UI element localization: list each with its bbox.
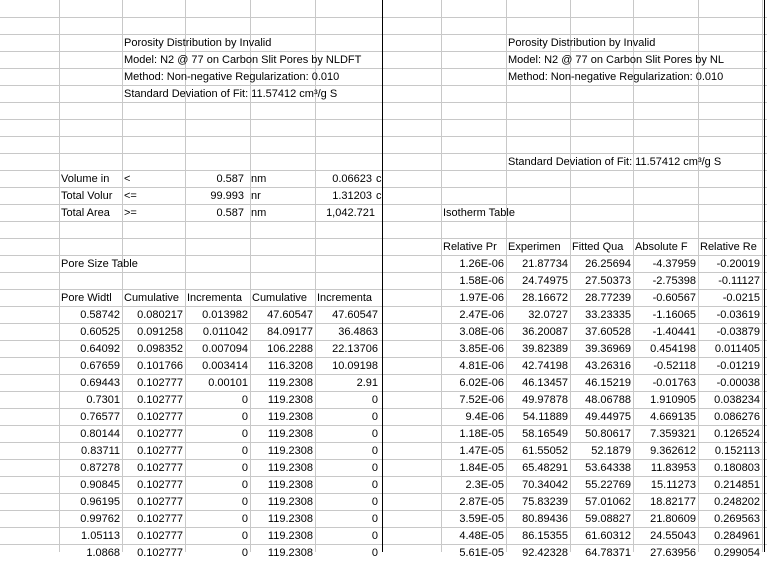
isotherm-table-cell[interactable]: 0.454198: [650, 343, 696, 355]
summary-unit[interactable]: nm: [251, 173, 267, 185]
isotherm-table-cell[interactable]: 33.23335: [585, 309, 631, 321]
pore-table-cell[interactable]: 0.102777: [137, 547, 183, 559]
summary-label[interactable]: Total Volur: [61, 190, 113, 202]
summary-operator[interactable]: <: [124, 173, 131, 185]
isotherm-table-header-cell[interactable]: Relative Pr: [443, 241, 497, 253]
isotherm-table-cell[interactable]: 5.61E-05: [459, 547, 504, 559]
isotherm-table-cell[interactable]: 50.80617: [585, 428, 631, 440]
pore-table-cell[interactable]: 0: [241, 496, 248, 508]
pore-table-cell[interactable]: 0: [371, 462, 378, 474]
isotherm-table-cell[interactable]: 1.47E-05: [459, 445, 504, 457]
pore-table-cell[interactable]: 106.2288: [267, 343, 313, 355]
isotherm-table-cell[interactable]: 61.60312: [585, 530, 631, 542]
pore-table-cell[interactable]: 0.60525: [80, 326, 120, 338]
pore-table-cell[interactable]: 0.102777: [137, 428, 183, 440]
isotherm-table-cell[interactable]: 24.55043: [650, 530, 696, 542]
pore-table-cell[interactable]: 0.102777: [137, 530, 183, 542]
isotherm-table-header-cell[interactable]: Relative Re: [700, 241, 757, 253]
pore-table-cell[interactable]: 0.102777: [137, 513, 183, 525]
pore-table-cell[interactable]: 84.09177: [267, 326, 313, 338]
pore-table-cell[interactable]: 0: [241, 530, 248, 542]
isotherm-table-cell[interactable]: 59.08827: [585, 513, 631, 525]
isotherm-table-cell[interactable]: -0.03879: [716, 326, 760, 338]
summary-operator[interactable]: >=: [124, 207, 137, 219]
pore-table-cell[interactable]: 119.2308: [267, 496, 313, 508]
isotherm-table-cell[interactable]: 65.48291: [522, 462, 568, 474]
summary-unit[interactable]: nr: [251, 190, 261, 202]
pore-table-cell[interactable]: 0.102777: [137, 445, 183, 457]
pore-table-cell[interactable]: 0.011042: [202, 326, 248, 338]
isotherm-table-cell[interactable]: 0.180803: [714, 462, 760, 474]
isotherm-table-cell[interactable]: 48.06788: [585, 394, 631, 406]
pore-table-cell[interactable]: 0: [241, 547, 248, 559]
isotherm-table-cell[interactable]: 86.15355: [522, 530, 568, 542]
pore-table-cell[interactable]: 0.091258: [137, 326, 183, 338]
left-title[interactable]: Porosity Distribution by Invalid: [124, 37, 272, 49]
isotherm-table-cell[interactable]: 75.83239: [522, 496, 568, 508]
isotherm-table-cell[interactable]: 15.11273: [650, 479, 696, 491]
pore-table-cell[interactable]: 0: [241, 479, 248, 491]
pore-table-cell[interactable]: 0.87278: [80, 462, 120, 474]
pore-table-cell[interactable]: 0: [371, 394, 378, 406]
pore-table-cell[interactable]: 0: [371, 496, 378, 508]
pore-table-cell[interactable]: 0.102777: [137, 411, 183, 423]
summary-value[interactable]: 0.587: [216, 207, 244, 219]
left-std-dev[interactable]: Standard Deviation of Fit: 11.57412 cm³/g S: [124, 88, 338, 100]
right-title[interactable]: Porosity Distribution by Invalid: [508, 37, 656, 49]
isotherm-table-cell[interactable]: -0.20019: [716, 258, 760, 270]
pore-table-cell[interactable]: 47.60547: [332, 309, 378, 321]
gridline: [0, 136, 767, 137]
isotherm-table-cell[interactable]: 43.26316: [585, 360, 631, 372]
pore-table-cell[interactable]: 0: [371, 428, 378, 440]
summary-unit[interactable]: nm: [251, 207, 267, 219]
isotherm-table-cell[interactable]: 92.42328: [522, 547, 568, 559]
pore-table-cell[interactable]: 2.91: [356, 377, 378, 389]
isotherm-table-cell[interactable]: 1.97E-06: [459, 292, 504, 304]
pore-table-cell[interactable]: 119.2308: [267, 479, 313, 491]
left-model[interactable]: Model: N2 @ 77 on Carbon Slit Pores by NLDFT: [124, 54, 362, 66]
pore-table-cell[interactable]: 0.102777: [137, 496, 183, 508]
pore-table-header-cell[interactable]: Cumulative: [124, 292, 180, 304]
isotherm-table-cell[interactable]: 0.269563: [714, 513, 760, 525]
pore-table-cell[interactable]: 119.2308: [267, 547, 313, 559]
pore-table-cell[interactable]: 1.0868: [86, 547, 120, 559]
isotherm-table-title[interactable]: Isotherm Table: [443, 207, 515, 219]
pore-table-cell[interactable]: 119.2308: [267, 411, 313, 423]
pore-table-cell[interactable]: 0.102777: [137, 394, 183, 406]
isotherm-table-cell[interactable]: 70.34042: [522, 479, 568, 491]
isotherm-table-cell[interactable]: 21.87734: [522, 258, 568, 270]
isotherm-table-cell[interactable]: 32.0727: [528, 309, 568, 321]
pore-table-cell[interactable]: 0: [241, 394, 248, 406]
pore-table-cell[interactable]: 0.64092: [80, 343, 120, 355]
isotherm-table-cell[interactable]: -0.03619: [716, 309, 760, 321]
isotherm-table-cell[interactable]: 0.248202: [714, 496, 760, 508]
isotherm-table-cell[interactable]: 1.84E-05: [459, 462, 504, 474]
right-std-dev[interactable]: Standard Deviation of Fit: 11.57412 cm³/g S: [508, 156, 722, 168]
isotherm-table-header-cell[interactable]: Experimen: [508, 241, 561, 253]
pore-table-cell[interactable]: 10.09198: [332, 360, 378, 372]
pore-table-cell[interactable]: 0.007094: [202, 343, 248, 355]
isotherm-table-cell[interactable]: 0.126524: [714, 428, 760, 440]
pore-table-cell[interactable]: 0.58742: [80, 309, 120, 321]
pore-table-cell[interactable]: 22.13706: [332, 343, 378, 355]
gridline: [0, 17, 767, 18]
isotherm-table-cell[interactable]: 3.08E-06: [459, 326, 504, 338]
isotherm-table-cell[interactable]: 3.85E-06: [459, 343, 504, 355]
isotherm-table-cell[interactable]: 0.086276: [714, 411, 760, 423]
pore-table-cell[interactable]: 116.3208: [267, 360, 313, 372]
isotherm-table-cell[interactable]: 27.50373: [585, 275, 631, 287]
isotherm-table-cell[interactable]: 42.74198: [522, 360, 568, 372]
isotherm-table-cell[interactable]: 37.60528: [585, 326, 631, 338]
isotherm-table-cell[interactable]: -0.0215: [722, 292, 760, 304]
summary-unit[interactable]: c: [376, 190, 382, 202]
pore-table-cell[interactable]: 0.00101: [208, 377, 248, 389]
isotherm-table-cell[interactable]: -0.11127: [718, 275, 760, 287]
isotherm-table-cell[interactable]: 0.214851: [714, 479, 760, 491]
isotherm-table-header-cell[interactable]: Fitted Qua: [572, 241, 624, 253]
pore-table-cell[interactable]: 0.098352: [137, 343, 183, 355]
isotherm-table-cell[interactable]: 28.16672: [522, 292, 568, 304]
pore-table-cell[interactable]: 0: [371, 513, 378, 525]
summary-label[interactable]: Volume in: [61, 173, 110, 185]
pore-table-cell[interactable]: 119.2308: [267, 513, 313, 525]
isotherm-table-cell[interactable]: 24.74975: [522, 275, 568, 287]
isotherm-table-cell[interactable]: 7.359321: [650, 428, 696, 440]
isotherm-table-cell[interactable]: 58.16549: [522, 428, 568, 440]
isotherm-table-cell[interactable]: -2.75398: [652, 275, 696, 287]
pore-table-cell[interactable]: 0.7301: [86, 394, 120, 406]
isotherm-table-cell[interactable]: 1.58E-06: [459, 275, 504, 287]
isotherm-table-cell[interactable]: 39.36969: [585, 343, 631, 355]
gridline: [0, 102, 767, 103]
summary-value[interactable]: 0.587: [216, 173, 244, 185]
column-divider: [764, 0, 765, 552]
isotherm-table-cell[interactable]: 1.18E-05: [459, 428, 504, 440]
pore-table-cell[interactable]: 0: [241, 445, 248, 457]
isotherm-table-cell[interactable]: 49.44975: [585, 411, 631, 423]
isotherm-table-cell[interactable]: -0.60567: [652, 292, 696, 304]
isotherm-table-cell[interactable]: 0.011405: [714, 343, 760, 355]
isotherm-table-cell[interactable]: 4.48E-05: [459, 530, 504, 542]
isotherm-table-cell[interactable]: 4.669135: [650, 411, 696, 423]
pore-table-cell[interactable]: 0: [241, 428, 248, 440]
isotherm-table-cell[interactable]: 6.02E-06: [459, 377, 504, 389]
isotherm-table-cell[interactable]: 21.80609: [650, 513, 696, 525]
isotherm-table-cell[interactable]: 2.3E-05: [465, 479, 504, 491]
isotherm-table-cell[interactable]: 0.038234: [714, 394, 760, 406]
isotherm-table-cell[interactable]: 61.55052: [522, 445, 568, 457]
pore-table-cell[interactable]: 0.69443: [80, 377, 120, 389]
isotherm-table-cell[interactable]: 7.52E-06: [459, 394, 504, 406]
isotherm-table-cell[interactable]: 1.910905: [650, 394, 696, 406]
pore-table-cell[interactable]: 0.102777: [137, 462, 183, 474]
pore-table-cell[interactable]: 119.2308: [267, 445, 313, 457]
summary-operator[interactable]: <=: [124, 190, 137, 202]
pore-table-cell[interactable]: 36.4863: [338, 326, 378, 338]
pore-table-cell[interactable]: 47.60547: [267, 309, 313, 321]
pore-table-header-cell[interactable]: Pore Widtl: [61, 292, 112, 304]
isotherm-table-cell[interactable]: 28.77239: [585, 292, 631, 304]
pore-table-header-cell[interactable]: Cumulative: [252, 292, 308, 304]
pore-table-cell[interactable]: 119.2308: [267, 428, 313, 440]
pore-table-cell[interactable]: 0: [241, 513, 248, 525]
pore-table-title[interactable]: Pore Size Table: [61, 258, 138, 270]
summary-value[interactable]: 0.06623: [332, 173, 372, 185]
pore-table-cell[interactable]: 0.102777: [137, 377, 183, 389]
pore-table-cell[interactable]: 0.96195: [80, 496, 120, 508]
pore-table-cell[interactable]: 0.102777: [137, 479, 183, 491]
pore-table-cell[interactable]: 119.2308: [267, 377, 313, 389]
pore-table-cell[interactable]: 0.003414: [202, 360, 248, 372]
isotherm-table-cell[interactable]: 46.15219: [585, 377, 631, 389]
isotherm-table-cell[interactable]: 0.284961: [714, 530, 760, 542]
right-method[interactable]: Method: Non-negative Regularization: 0.010: [508, 71, 724, 83]
gridline: [0, 85, 767, 86]
pore-table-cell[interactable]: 0.80144: [80, 428, 120, 440]
isotherm-table-cell[interactable]: 0.299054: [714, 547, 760, 559]
pore-table-cell[interactable]: 119.2308: [267, 394, 313, 406]
isotherm-table-cell[interactable]: -1.16065: [652, 309, 696, 321]
column-divider: [382, 0, 383, 552]
isotherm-table-cell[interactable]: 54.11889: [522, 411, 568, 423]
pore-table-cell[interactable]: 0: [371, 411, 378, 423]
pore-table-cell[interactable]: 0.99762: [80, 513, 120, 525]
isotherm-table-cell[interactable]: 52.1879: [591, 445, 631, 457]
pore-table-cell[interactable]: 0: [241, 411, 248, 423]
isotherm-table-cell[interactable]: -0.01219: [716, 360, 760, 372]
isotherm-table-cell[interactable]: 53.64338: [585, 462, 631, 474]
pore-table-header-cell[interactable]: Incrementa: [317, 292, 373, 304]
pore-table-cell[interactable]: 0: [371, 445, 378, 457]
isotherm-table-cell[interactable]: 27.63956: [650, 547, 696, 559]
gridline: [0, 119, 767, 120]
pore-table-cell[interactable]: 1.05113: [81, 530, 120, 542]
pore-table-cell[interactable]: 0: [371, 479, 378, 491]
isotherm-table-cell[interactable]: 2.87E-05: [459, 496, 504, 508]
isotherm-table-cell[interactable]: 36.20087: [522, 326, 568, 338]
gridline: [0, 221, 767, 222]
isotherm-table-cell[interactable]: 4.81E-06: [459, 360, 504, 372]
isotherm-table-cell[interactable]: -0.00038: [716, 377, 760, 389]
pore-table-cell[interactable]: 0.90845: [80, 479, 120, 491]
isotherm-table-cell[interactable]: 39.82389: [522, 343, 568, 355]
isotherm-table-cell[interactable]: 0.152113: [714, 445, 760, 457]
summary-unit[interactable]: c: [376, 173, 382, 185]
isotherm-table-cell[interactable]: 26.25694: [585, 258, 631, 270]
isotherm-table-cell[interactable]: 55.22769: [585, 479, 631, 491]
pore-table-header-cell[interactable]: Incrementa: [187, 292, 243, 304]
isotherm-table-cell[interactable]: 18.82177: [650, 496, 696, 508]
pore-table-cell[interactable]: 0.67659: [80, 360, 120, 372]
isotherm-table-cell[interactable]: -0.01763: [652, 377, 696, 389]
isotherm-table-cell[interactable]: -1.40441: [652, 326, 696, 338]
summary-label[interactable]: Total Area: [61, 207, 110, 219]
summary-value[interactable]: 99.993: [210, 190, 244, 202]
isotherm-table-cell[interactable]: 11.83953: [650, 462, 696, 474]
isotherm-table-cell[interactable]: 3.59E-05: [459, 513, 504, 525]
isotherm-table-header-cell[interactable]: Absolute F: [635, 241, 688, 253]
isotherm-table-cell[interactable]: 2.47E-06: [459, 309, 504, 321]
pore-table-cell[interactable]: 0.101766: [137, 360, 183, 372]
isotherm-table-cell[interactable]: 80.89436: [522, 513, 568, 525]
isotherm-table-cell[interactable]: -0.52118: [653, 360, 696, 372]
isotherm-table-cell[interactable]: -4.37959: [652, 258, 696, 270]
pore-table-cell[interactable]: 0.83711: [81, 445, 120, 457]
isotherm-table-cell[interactable]: 9.362612: [650, 445, 696, 457]
right-model[interactable]: Model: N2 @ 77 on Carbon Slit Pores by NL: [508, 54, 724, 66]
pore-table-cell[interactable]: 0.76577: [80, 411, 120, 423]
pore-table-cell[interactable]: 119.2308: [267, 530, 313, 542]
isotherm-table-cell[interactable]: 49.97878: [522, 394, 568, 406]
pore-table-cell[interactable]: 0.013982: [202, 309, 248, 321]
pore-table-cell[interactable]: 119.2308: [267, 462, 313, 474]
isotherm-table-cell[interactable]: 57.01062: [585, 496, 631, 508]
pore-table-cell[interactable]: 0: [371, 530, 378, 542]
summary-value[interactable]: 1,042.721: [326, 207, 375, 219]
isotherm-table-cell[interactable]: 64.78371: [585, 547, 631, 559]
pore-table-cell[interactable]: 0.080217: [137, 309, 183, 321]
left-method[interactable]: Method: Non-negative Regularization: 0.010: [124, 71, 340, 83]
pore-table-cell[interactable]: 0: [371, 547, 378, 559]
isotherm-table-cell[interactable]: 9.4E-06: [465, 411, 504, 423]
summary-value[interactable]: 1.31203: [332, 190, 372, 202]
isotherm-table-cell[interactable]: 1.26E-06: [459, 258, 504, 270]
pore-table-cell[interactable]: 0: [241, 462, 248, 474]
isotherm-table-cell[interactable]: 46.13457: [522, 377, 568, 389]
